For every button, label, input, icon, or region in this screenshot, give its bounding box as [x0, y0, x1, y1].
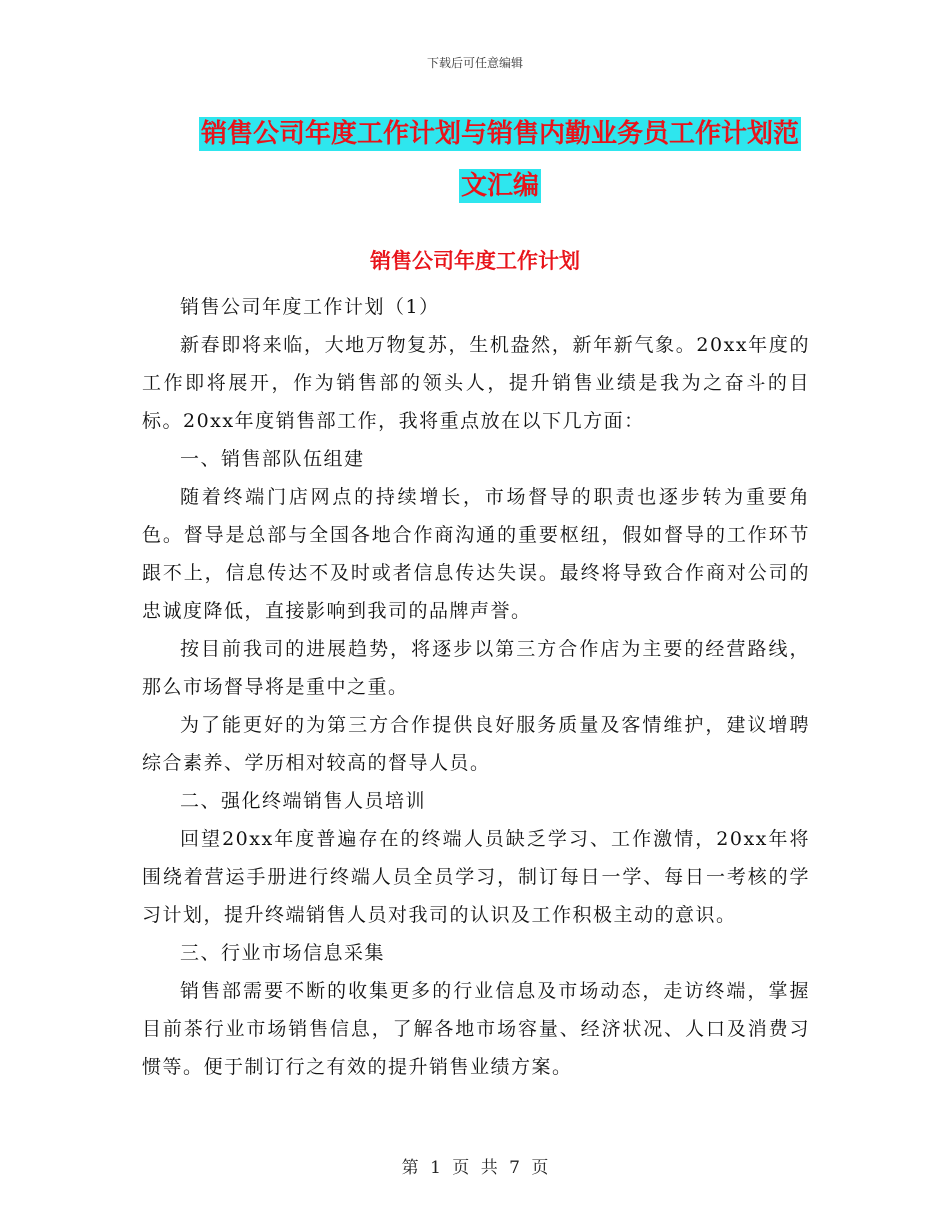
page-number: 第 1 页 共 7 页	[401, 1158, 549, 1178]
paragraph: 销售部需要不断的收集更多的行业信息及市场动态，走访终端，掌握目前茶行业市场销售信息，了解各地市场容量、经济状况、人口及消费习惯等。便于制订行之有效的提升销售业绩方案。	[142, 980, 810, 1078]
section-title: 销售公司年度工作计划	[370, 249, 580, 273]
paragraph: 为了能更好的为第三方合作提供良好服务质量及客情维护，建议增聘综合素养、学历相对较高的督导人员。	[142, 714, 810, 774]
document-title-line-1: 销售公司年度工作计划与销售内勤业务员工作计划范	[200, 119, 799, 149]
paragraph-heading: 三、行业市场信息采集	[180, 942, 386, 964]
paragraph-heading: 一、销售部队伍组建	[180, 448, 365, 470]
document-body	[142, 288, 810, 1086]
document-title-line-2: 文汇编	[460, 171, 539, 201]
paragraph: 回望20xx年度普遍存在的终端人员缺乏学习、工作激情，20xx年将围绕着营运手册进行终端人员全员学习，制订每日一学、每日一考核的学习计划，提升终端销售人员对我司的认识及工作积极主动的意识。	[142, 828, 810, 926]
header-note: 下载后可任意编辑	[426, 56, 523, 70]
paragraph-subtitle: 销售公司年度工作计划（1）	[180, 296, 440, 318]
paragraph: 按目前我司的进展趋势，将逐步以第三方合作店为主要的经营路线，那么市场督导将是重中之重。	[142, 638, 810, 698]
paragraph-heading: 二、强化终端销售人员培训	[180, 790, 427, 812]
paragraph: 随着终端门店网点的持续增长，市场督导的职责也逐步转为重要角色。督导是总部与全国各地合作商沟通的重要枢纽，假如督导的工作环节跟不上，信息传达不及时或者信息传达失误。最终将导致合作商对公司的忠诚度降低，直接影响到我司的品牌声誉。	[142, 486, 810, 622]
document-title	[150, 108, 850, 212]
paragraph: 新春即将来临，大地万物复苏，生机盎然，新年新气象。20xx年度的工作即将展开，作为销售部的领头人，提升销售业绩是我为之奋斗的目标。20xx年度销售部工作，我将重点放在以下几方面：	[142, 334, 810, 432]
